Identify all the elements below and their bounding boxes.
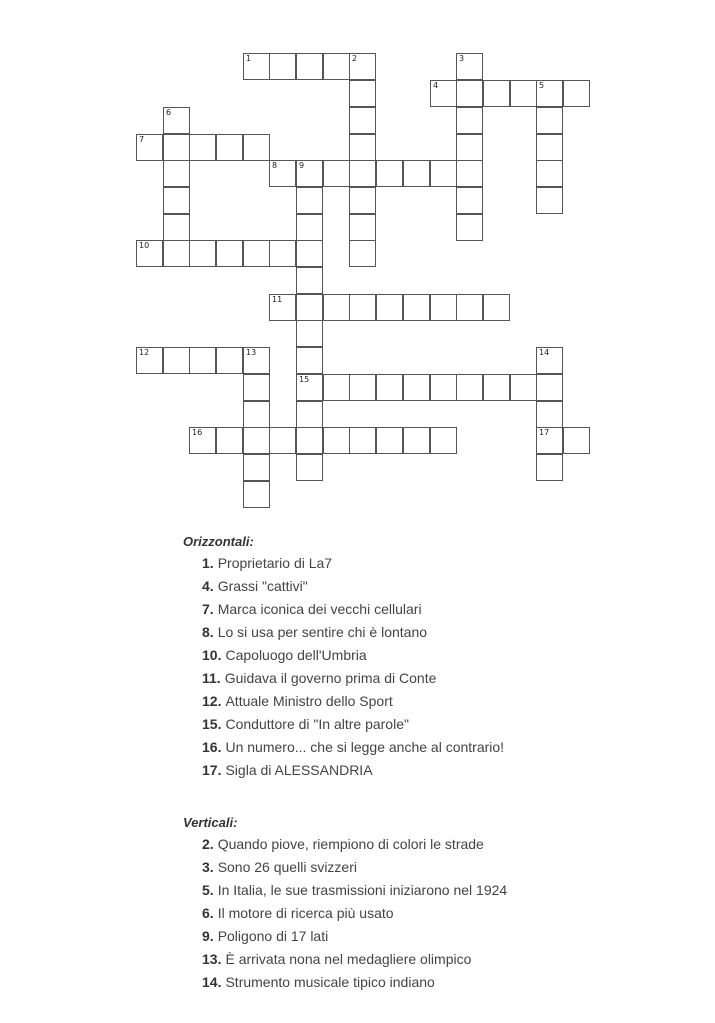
clue-number: 7. [202,601,214,617]
crossword-cell[interactable] [376,160,403,187]
cell-number: 4 [433,81,439,90]
crossword-cell[interactable] [163,240,190,267]
crossword-cell[interactable] [243,347,270,374]
crossword-cell[interactable] [189,240,216,267]
clue-item [202,879,683,902]
clue-number: 5. [202,882,214,898]
crossword-cell[interactable] [323,427,350,454]
crossword-cell[interactable] [216,347,243,374]
crossword-cell[interactable] [430,427,457,454]
across-clues-section [183,532,683,782]
crossword-cell[interactable] [376,294,403,321]
clue-text: Conduttore di "In altre parole" [225,716,409,732]
across-heading: Orizzontali: [183,534,254,549]
clues-panel [183,532,683,994]
crossword-cell[interactable] [243,454,270,481]
crossword-cell[interactable] [483,294,510,321]
crossword-cell[interactable] [349,374,376,401]
clue-item [202,690,683,713]
clue-text: Sono 26 quelli svizzeri [217,859,357,875]
crossword-cell[interactable] [163,214,190,241]
crossword-cell[interactable] [349,427,376,454]
crossword-cell[interactable] [269,240,296,267]
crossword-cell[interactable] [323,294,350,321]
crossword-cell[interactable] [243,240,270,267]
clue-number: 2. [202,836,214,852]
down-clues-section [183,813,683,994]
crossword-cell[interactable] [216,240,243,267]
crossword-cell[interactable] [349,240,376,267]
clue-item [202,598,683,621]
cell-number: 5 [539,81,545,90]
clue-item [202,856,683,879]
clue-item [202,667,683,690]
crossword-cell[interactable] [536,187,563,214]
crossword-cell[interactable] [243,481,270,508]
across-clue-list [183,552,683,782]
crossword-cell[interactable] [536,107,563,134]
crossword-cell[interactable] [296,267,323,294]
clue-text: Sigla di ALESSANDRIA [225,762,373,778]
crossword-cell[interactable] [536,374,563,401]
clue-text: Proprietario di La7 [217,555,333,571]
crossword-cell[interactable] [456,374,483,401]
clue-item [202,736,683,759]
crossword-cell[interactable] [456,160,483,187]
clue-item [202,902,683,925]
cell-number: 12 [139,348,150,357]
crossword-cell[interactable] [163,347,190,374]
crossword-cell[interactable] [189,347,216,374]
clue-item [202,644,683,667]
cell-number: 7 [139,135,145,144]
crossword-cell[interactable] [269,427,296,454]
clue-text: Capoluogo dell'Umbria [225,647,367,663]
crossword-cell[interactable] [243,53,270,80]
down-clue-list [183,833,683,994]
clue-number: 14. [202,974,222,990]
cell-number: 13 [246,348,257,357]
cell-number: 2 [352,54,358,63]
crossword-cell[interactable] [243,374,270,401]
clue-item [202,833,683,856]
crossword-cell[interactable] [163,134,190,161]
crossword-cell[interactable] [456,53,483,80]
crossword-cell[interactable] [563,80,590,107]
crossword-cell[interactable] [403,160,430,187]
clue-item [202,925,683,948]
crossword-cell[interactable] [296,294,323,321]
crossword-cell[interactable] [296,454,323,481]
crossword-cell[interactable] [136,240,163,267]
crossword-cell[interactable] [269,160,296,187]
crossword-cell[interactable] [536,134,563,161]
clue-item [202,971,683,994]
cell-number: 10 [139,241,150,250]
cell-number: 14 [539,348,550,357]
clue-text: Attuale Ministro dello Sport [225,693,393,709]
crossword-cell[interactable] [296,53,323,80]
cell-number: 6 [166,108,172,117]
crossword-cell[interactable] [323,374,350,401]
clue-text: Guidava il governo prima di Conte [224,670,437,686]
crossword-cell[interactable] [349,134,376,161]
crossword-cell[interactable] [456,107,483,134]
crossword-cell[interactable] [296,187,323,214]
crossword-cell[interactable] [349,214,376,241]
crossword-cell[interactable] [456,80,483,107]
crossword-cell[interactable] [216,427,243,454]
clue-number: 11. [202,670,221,686]
crossword-cell[interactable] [243,134,270,161]
clue-number: 9. [202,928,214,944]
clue-number: 16. [202,739,222,755]
crossword-cell[interactable] [296,160,323,187]
crossword-cell[interactable] [163,160,190,187]
clue-number: 1. [202,555,214,571]
crossword-cell[interactable] [269,294,296,321]
clue-item [202,759,683,782]
clue-text: In Italia, le sue trasmissioni iniziarono nel 1924 [217,882,508,898]
clue-text: Marca iconica dei vecchi cellulari [217,601,422,617]
crossword-cell[interactable] [536,80,563,107]
clue-item [202,948,683,971]
cell-number: 9 [299,161,305,170]
crossword-cell[interactable] [163,187,190,214]
cell-number: 1 [246,54,252,63]
clue-text: Strumento musicale tipico indiano [225,974,435,990]
crossword-cell[interactable] [510,80,537,107]
down-heading: Verticali: [183,815,238,830]
crossword-cell[interactable] [296,240,323,267]
crossword-cell[interactable] [536,427,563,454]
cell-number: 11 [272,295,283,304]
crossword-cell[interactable] [456,214,483,241]
crossword-cell[interactable] [536,401,563,428]
crossword-cell[interactable] [510,374,537,401]
crossword-cell[interactable] [430,80,457,107]
crossword-cell[interactable] [430,374,457,401]
crossword-cell[interactable] [296,374,323,401]
clue-number: 6. [202,905,214,921]
crossword-cell[interactable] [430,294,457,321]
clue-text: Lo si usa per sentire chi è lontano [217,624,428,640]
clue-number: 15. [202,716,222,732]
clue-text: Un numero... che si legge anche al contrario! [225,739,505,755]
clue-number: 13. [202,951,222,967]
clue-text: Grassi "cattivi" [217,578,308,594]
crossword-cell[interactable] [296,347,323,374]
crossword-cell[interactable] [296,320,323,347]
crossword-cell[interactable] [349,160,376,187]
crossword-cell[interactable] [536,347,563,374]
crossword-cell[interactable] [269,53,296,80]
crossword-cell[interactable] [243,401,270,428]
cell-number: 17 [539,428,550,437]
clue-number: 17. [202,762,222,778]
crossword-cell[interactable] [349,187,376,214]
clue-number: 4. [202,578,214,594]
clue-number: 8. [202,624,214,640]
crossword-cell[interactable] [136,347,163,374]
crossword-cell[interactable] [403,374,430,401]
crossword-cell[interactable] [349,53,376,80]
clue-item [202,552,683,575]
clue-text: È arrivata nona nel medagliere olimpico [225,951,472,967]
crossword-cell[interactable] [296,401,323,428]
clue-number: 10. [202,647,222,663]
crossword-cell[interactable] [349,294,376,321]
crossword-cell[interactable] [296,214,323,241]
crossword-cell[interactable] [456,134,483,161]
crossword-cell[interactable] [483,374,510,401]
crossword-cell[interactable] [323,160,350,187]
crossword-cell[interactable] [456,187,483,214]
crossword-cell[interactable] [376,427,403,454]
crossword-cell[interactable] [536,160,563,187]
crossword-cell[interactable] [376,374,403,401]
crossword-cell[interactable] [323,53,350,80]
crossword-cell[interactable] [163,107,190,134]
crossword-cell[interactable] [349,80,376,107]
crossword-cell[interactable] [189,134,216,161]
cell-number: 8 [272,161,278,170]
clue-item [202,621,683,644]
crossword-cell[interactable] [349,107,376,134]
clue-text: Poligono di 17 lati [217,928,329,944]
cell-number: 15 [299,375,310,384]
crossword-cell[interactable] [403,294,430,321]
crossword-cell[interactable] [216,134,243,161]
clue-text: Il motore di ricerca più usato [217,905,394,921]
crossword-cell[interactable] [136,134,163,161]
crossword-cell[interactable] [430,160,457,187]
crossword-cell[interactable] [483,80,510,107]
crossword-cell[interactable] [563,427,590,454]
crossword-cell[interactable] [243,427,270,454]
cell-number: 3 [459,54,465,63]
clue-item [202,713,683,736]
cell-number: 16 [192,428,203,437]
crossword-cell[interactable] [403,427,430,454]
crossword-cell[interactable] [296,427,323,454]
clue-item [202,575,683,598]
clue-number: 3. [202,859,214,875]
clue-number: 12. [202,693,222,709]
crossword-cell[interactable] [536,454,563,481]
crossword-cell[interactable] [189,427,216,454]
clue-text: Quando piove, riempiono di colori le strade [217,836,484,852]
crossword-cell[interactable] [456,294,483,321]
